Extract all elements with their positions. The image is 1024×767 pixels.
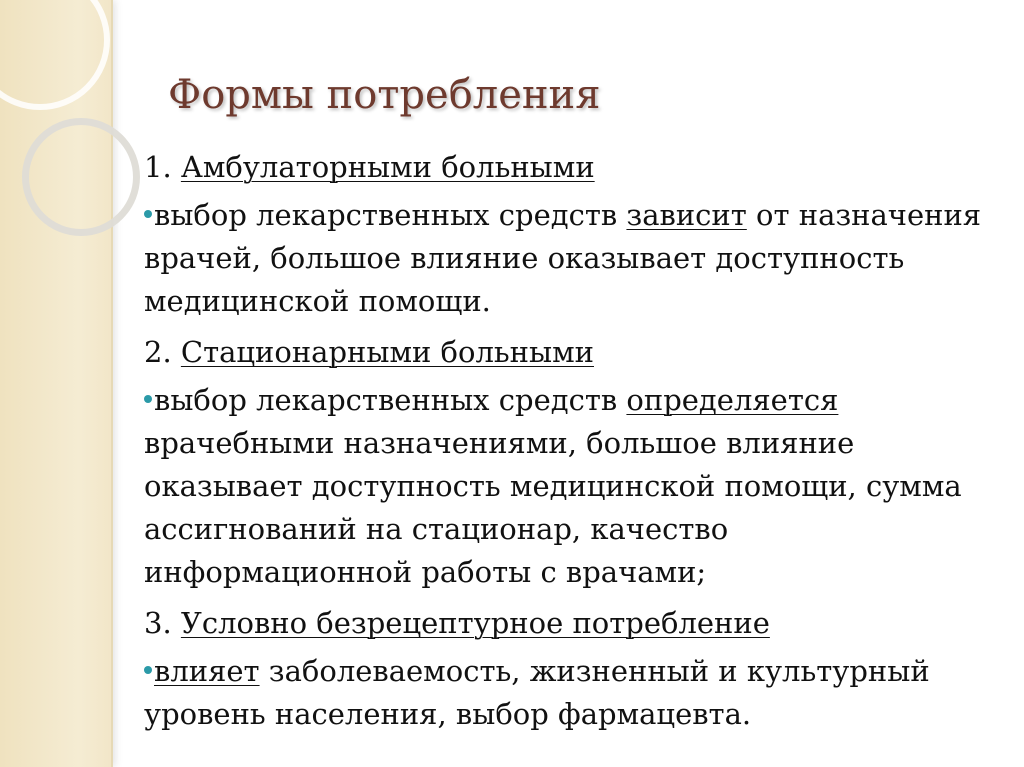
section-number: 3. — [144, 606, 172, 640]
bullet-text-after: врачебными назначениями, большое влияние оказывает доступность медицинской помощи, сумма ассигнований на стационар, качество информационной работы с врачами; — [144, 426, 962, 589]
section-heading-text: Условно безрецептурное потребление — [180, 606, 770, 640]
section-heading — [144, 331, 994, 374]
section-heading-text: Амбулаторными больными — [180, 150, 595, 184]
section-number: 2. — [144, 335, 172, 369]
slide-title: Формы потребления — [168, 72, 601, 118]
decorative-side-band — [0, 0, 112, 767]
section-otc — [144, 602, 994, 736]
bullet-paragraph — [144, 379, 994, 594]
bullet-emphasis: определяется — [626, 383, 839, 417]
slide-body — [144, 146, 994, 744]
bullet-dot-icon — [144, 210, 152, 218]
section-outpatient — [144, 146, 994, 323]
section-heading — [144, 146, 994, 189]
bullet-text-after: заболеваемость, жизненный и культурный уровень населения, выбор фармацевта. — [144, 654, 930, 731]
bullet-emphasis: влияет — [154, 654, 260, 688]
decorative-ring-medium — [22, 118, 140, 236]
bullet-emphasis: зависит — [626, 198, 747, 232]
section-heading — [144, 602, 994, 645]
bullet-dot-icon — [144, 395, 152, 403]
bullet-text-before: выбор лекарственных средств — [154, 198, 627, 232]
section-heading-text: Стационарными больными — [180, 335, 594, 369]
bullet-dot-icon — [144, 666, 152, 674]
bullet-text-before: выбор лекарственных средств — [154, 383, 627, 417]
bullet-text-after: от назначения врачей, большое влияние оказывает доступность медицинской помощи. — [144, 198, 982, 318]
section-number: 1. — [144, 150, 172, 184]
bullet-paragraph — [144, 650, 994, 736]
bullet-paragraph — [144, 194, 994, 323]
section-inpatient — [144, 331, 994, 594]
